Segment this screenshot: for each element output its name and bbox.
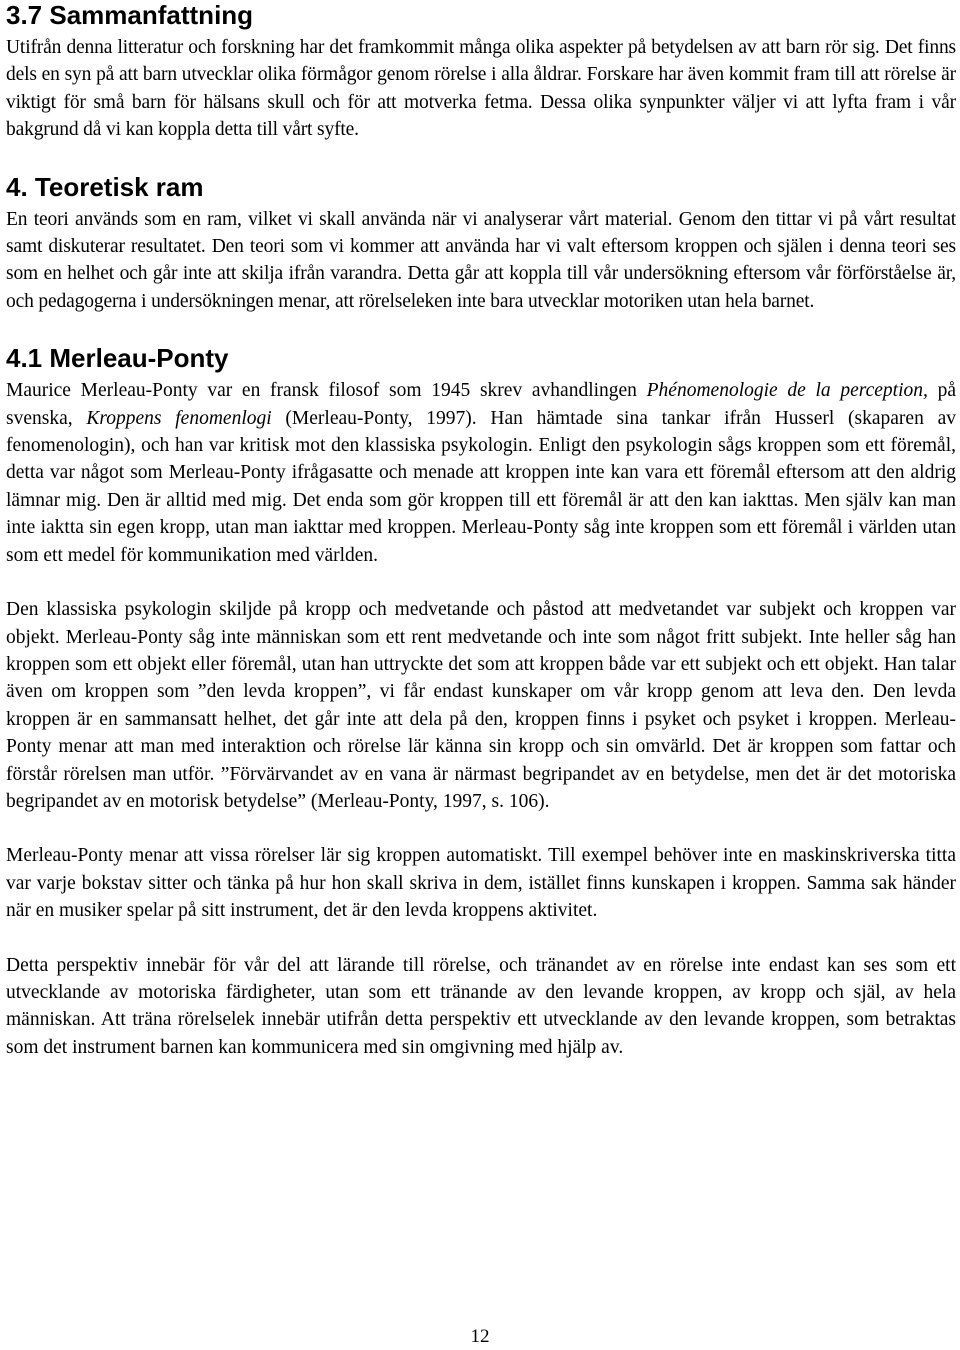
document-page — [6, 0, 956, 1061]
section-paragraph-4: En teori används som en ram, vilket vi skall använda när vi analyserar vårt material. Genom den tittar vi på vårt resultat samt diskuterar resultatet. Den teori som vi kommer att använda har vi valt eftersom kroppen och själen i denna teori ses som en helhet och går inte att skilja ifrån varandra. Detta går att koppla till vår undersökning eftersom vår förförståelse är, och pedagogerna i undersökningen menar, att rörelseleken inte bara utvecklar motoriken utan hela barnet. — [6, 208, 956, 312]
section-paragraph-3-7: Utifrån denna litteratur och forskning har det framkommit många olika aspekter på betydelsen av att barn rör sig. Det finns dels en syn på att barn utvecklar olika förmågor genom rörelse i alla åldrar. Forskare har även kommit fram till att rörelse är viktigt för små barn för hälsans skull och för att motverka fetma. Dessa olika synpunkter väljer vi att lyfta fram i vår bakgrund då vi kan koppla detta till vårt syfte. — [6, 37, 956, 141]
paragraph-text: Maurice Merleau-Ponty var en fransk filosof som 1945 skrev avhandlingen — [6, 380, 647, 402]
section-heading-4-1: 4.1 Merleau-Ponty — [6, 343, 229, 374]
book-title-french: Phénomenologie de la perception, — [646, 380, 928, 402]
section-heading-4: 4. Teoretisk ram — [6, 171, 204, 202]
section-paragraph-4-1-third: Merleau-Ponty menar att vissa rörelser lär sig kroppen automatiskt. Till exempel behöver inte en maskinskriverska titta var varje bokstav sitter och tänka på hur hon skall skriva in dem, istället finns kunskapen i kroppen. Samma sak händer när en musiker spelar på sitt instrument, det är den levda kroppens aktivitet. — [6, 845, 956, 922]
section-heading-3-7: 3.7 Sammanfattning — [6, 0, 254, 30]
book-title-swedish: Kroppens fenomenlogi — [86, 407, 272, 429]
paragraph-text: på svenska, — [6, 380, 956, 429]
section-paragraph-4-1-first — [6, 377, 956, 569]
paragraph-text: (Merleau-Ponty, 1997). Han hämtade sina tankar ifrån Husserl (skaparen av fenomenologin), och han var kritisk mot den klassiska psykologin. Enligt den psykologin sågs kroppen som ett föremål, detta var något som Merleau-Ponty ifrågasatte och menade att kroppen inte kan vara ett föremål eftersom att den aldrig lämnar mig. Den är alltid med mig. Det enda som gör kroppen till ett föremål är att den kan iakttas. Men själv kan man inte iaktta sin egen kropp, utan man iakttar med kroppen. Merleau-Ponty såg inte kroppen som ett föremål i världen utan som ett medel för kommunikation med världen. — [6, 407, 956, 566]
section-paragraph-4-1-second: Den klassiska psykologin skiljde på kropp och medvetande och påstod att medvetandet var subjekt och kroppen var objekt. Merleau-Ponty såg inte människan som ett rent medvetande och inte som något fritt subjekt. Inte heller såg han kroppen som ett objekt eller föremål, utan han uttryckte det som att kroppen både var ett subjekt och ett objekt. Han talar även om kroppen som ”den levda kroppen”, vi får endast kunskaper om vår kropp genom att leva den. Den levda kroppen är en sammansatt helhet, det går inte att dela på den, kroppen finns i psyket och psyket i kroppen. Merleau-Ponty menar att man med interaktion och rörelse lär känna sin kropp och sin omvärld. Det är kroppen som fattar och förstår rörelsen man utför. ”Förvärvandet av en vana är närmast begripandet av en betydelse, men det är det motoriska begripandet av en motorisk betydelse” (Merleau-Ponty, 1997, s. 106). — [6, 599, 956, 812]
section-paragraph-4-1-fourth: Detta perspektiv innebär för vår del att lärande till rörelse, och tränandet av en rörelse inte endast kan ses som ett utvecklande av motoriska färdigheter, utan som ett tränande av den levande kroppen, av kropp och själ, av hela människan. Att träna rörelselek innebär utifrån detta perspektiv ett utvecklande av den levande kroppen, som betraktas som det instrument barnen kan kommunicera med sin omgivning med hjälp av. — [6, 954, 956, 1058]
page-number: 12 — [470, 1326, 490, 1347]
